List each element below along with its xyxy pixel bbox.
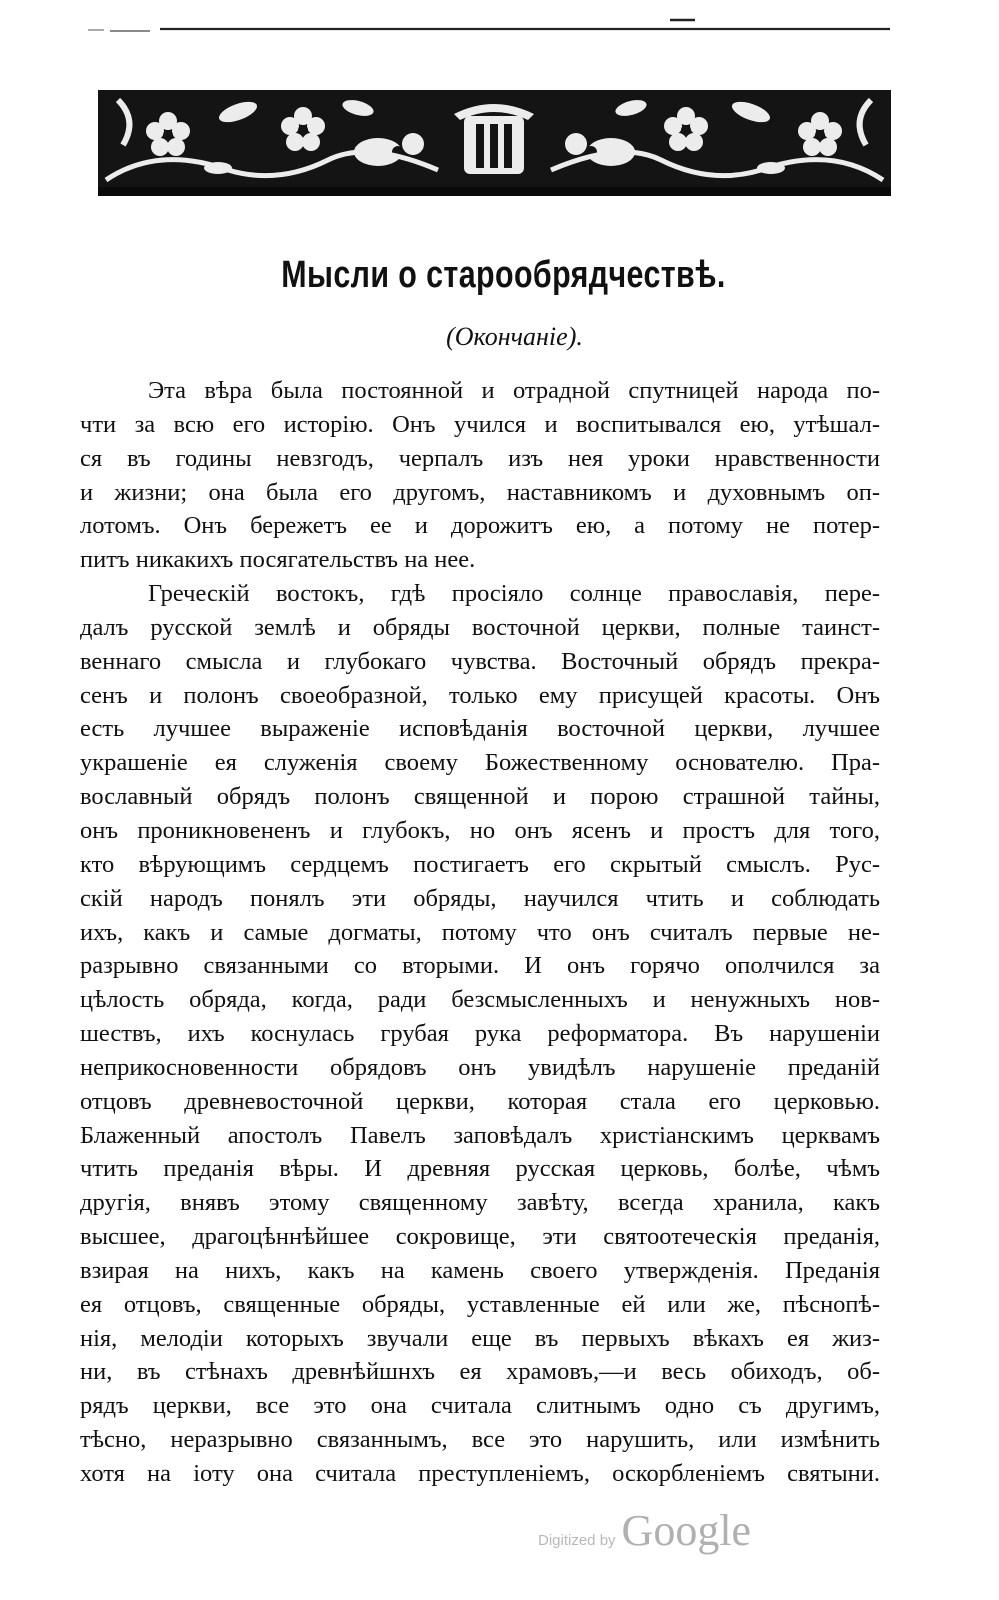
body-line: нія, мелодіи которыхъ звучали еще въ первыхъ вѣкахъ ея жиз-	[80, 1324, 880, 1352]
body-line: лотомъ. Онъ бережетъ ее и дорожитъ ею, а потому не потер-	[80, 512, 880, 540]
body-line: чти за всю его исторію. Онъ учился и воспитывался ею, утѣшал-	[80, 410, 880, 438]
body-line: ни, въ стѣнахъ древнѣйшнхъ ея храмовъ,—и весь обиходъ, об-	[80, 1358, 880, 1386]
body-line: и жизни; она была его другомъ, наставникомъ и духовнымъ оп-	[80, 478, 880, 506]
body-line: сенъ и полонъ своеобразной, только ему присущей красоты. Онъ	[80, 681, 880, 709]
body-line: питъ никакихъ посягательствъ на нее.	[80, 546, 476, 574]
watermark-small-text: Digitized by	[538, 1532, 616, 1549]
body-line: тѣсно, неразрывно связаннымъ, все это нарушить, или измѣнить	[80, 1426, 880, 1454]
body-line: неприкосновенности обрядовъ онъ увидѣлъ нарушеніе преданій	[80, 1053, 880, 1081]
article-title: Мысли о старообрядчествѣ.	[281, 254, 726, 296]
google-logo-text: Google	[621, 1506, 752, 1555]
digitized-by-google-watermark	[538, 1505, 751, 1556]
body-line: высшее, драгоцѣннѣйшее сокровище, эти святоотеческія преданія,	[80, 1223, 880, 1251]
body-line: ея отцовъ, священные обряды, уставленные ей или же, пѣснопѣ-	[80, 1290, 880, 1318]
article-body	[80, 374, 880, 1491]
body-line: ихъ, какъ и самые догматы, потому что онъ считалъ первые не-	[80, 918, 880, 946]
body-line: взирая на нихъ, какъ на камень своего утвержденія. Преданія	[80, 1256, 880, 1284]
body-line: онъ проникновененъ и глубокъ, но онъ ясенъ и простъ для того,	[80, 816, 880, 844]
body-line: Блаженный апостолъ Павелъ заповѣдалъ христіанскимъ церквамъ	[80, 1121, 880, 1149]
body-line: хотя на іоту она считала преступленіемъ, оскорбленіемъ святыни.	[80, 1460, 880, 1487]
body-line: отцовъ древневосточной церкви, которая стала его церковью.	[80, 1087, 880, 1115]
body-line: рядъ церкви, все это она считала слитнымъ одно съ другимъ,	[80, 1392, 880, 1420]
body-line: разрывно связанными со вторыми. И онъ горячо ополчился за	[80, 952, 880, 980]
body-line: вославный обрядъ полонъ священной и порою страшной тайны,	[80, 783, 880, 811]
floral-ornament-band	[98, 90, 891, 196]
body-line: кто вѣрующимъ сердцемъ постигаетъ его скрытый смыслъ. Рус-	[80, 850, 880, 878]
body-line: цѣлость обряда, когда, ради безсмысленныхъ и ненужныхъ нов-	[80, 986, 880, 1014]
top-rule-lines	[0, 0, 999, 60]
body-line: далъ русской землѣ и обряды восточной церкви, полные таинст-	[80, 613, 880, 641]
body-line: ся въ годины невзгодъ, черпалъ изъ нея уроки нравственности	[80, 444, 880, 472]
article-subtitle: (Окончаніе).	[446, 322, 583, 351]
body-line: скій народъ понялъ эти обряды, научился чтить и соблюдать	[80, 884, 880, 912]
body-line: шествъ, ихъ коснулась грубая рука реформатора. Въ нарушеніи	[80, 1020, 880, 1048]
body-line: есть лучшее выраженіе исповѣданія восточной церкви, лучшее	[80, 715, 880, 743]
body-line: Греческій востокъ, гдѣ просіяло солнце православія, пере-	[148, 580, 880, 608]
body-line: чтить преданія вѣры. И древняя русская церковь, болѣе, чѣмъ	[80, 1155, 880, 1183]
body-line: другія, внявъ этому священному завѣту, всегда хранила, какъ	[80, 1189, 880, 1217]
body-line: веннаго смысла и глубокаго чувства. Восточный обрядъ прекра-	[80, 647, 880, 675]
body-line: украшеніе ея служенія своему Божественному основателю. Пра-	[80, 749, 880, 777]
body-line: Эта вѣра была постоянной и отрадной спутницей народа по-	[148, 377, 880, 404]
